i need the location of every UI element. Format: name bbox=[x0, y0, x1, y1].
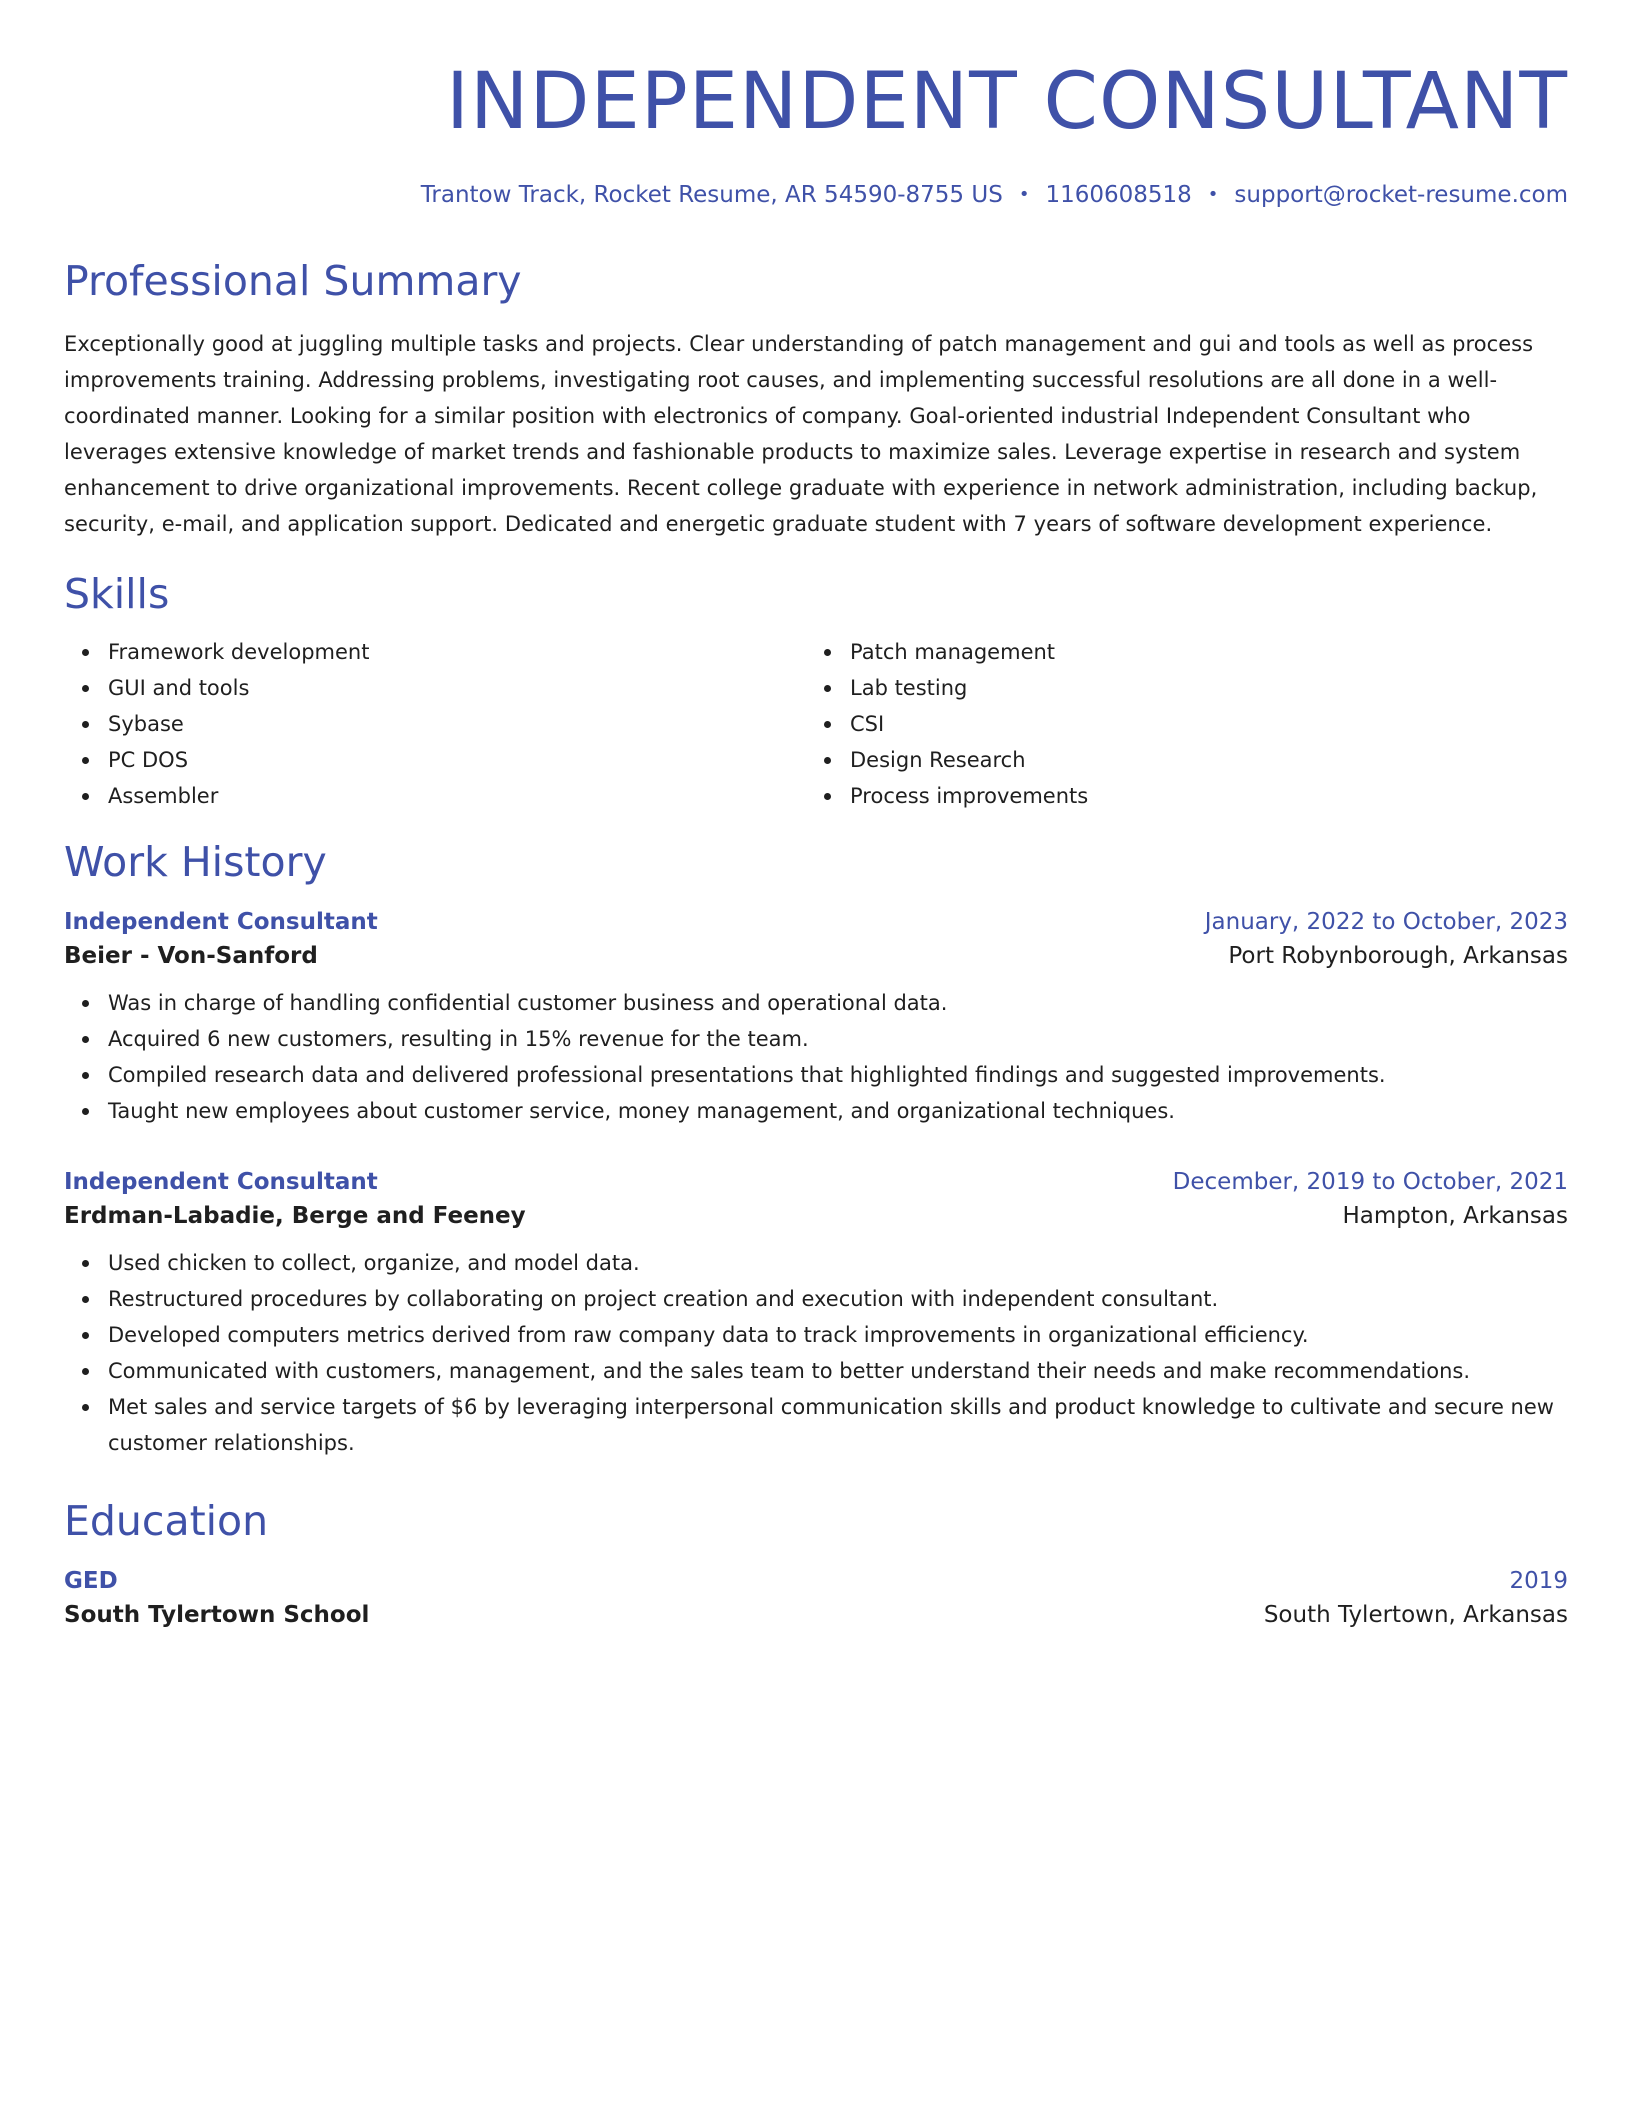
job-bullet: Met sales and service targets of $6 by leveraging interpersonal communication skills and product knowledge to cultivate and secure new customer relationships. bbox=[108, 1389, 1568, 1461]
skill-item: Sybase bbox=[108, 706, 804, 742]
section-title-skills: Skills bbox=[64, 570, 170, 619]
skills-column-left bbox=[64, 634, 804, 814]
skill-item: PC DOS bbox=[108, 742, 804, 778]
job-title: Independent Consultant bbox=[64, 908, 378, 935]
skill-item: Assembler bbox=[108, 778, 804, 814]
contact-address: Trantow Track, Rocket Resume, AR 54590-8755 US bbox=[420, 181, 1003, 208]
skills-list bbox=[64, 634, 1568, 814]
job-bullet: Restructured procedures by collaborating on project creation and execution with independent consultant. bbox=[108, 1281, 1568, 1317]
job-company: Erdman-Labadie, Berge and Feeney bbox=[64, 1202, 526, 1229]
section-title-summary: Professional Summary bbox=[64, 257, 522, 306]
job-location: Port Robynborough, Arkansas bbox=[1228, 942, 1568, 969]
education-entry bbox=[64, 1568, 1568, 1628]
section-title-work-history: Work History bbox=[64, 837, 327, 886]
job-dates: January, 2022 to October, 2023 bbox=[1204, 908, 1568, 935]
education-header-row bbox=[64, 1568, 1568, 1594]
job-header-row bbox=[64, 909, 1568, 935]
job-company: Beier - Von-Sanford bbox=[64, 942, 318, 969]
skill-item: Framework development bbox=[108, 634, 804, 670]
skill-item: Patch management bbox=[850, 634, 1544, 670]
job-bullet: Acquired 6 new customers, resulting in 15% revenue for the team. bbox=[108, 1021, 1568, 1057]
section-title-education: Education bbox=[64, 1496, 269, 1545]
job-dates: December, 2019 to October, 2021 bbox=[1172, 1168, 1568, 1195]
skills-column-right bbox=[804, 634, 1544, 814]
skill-item: Lab testing bbox=[850, 670, 1544, 706]
summary-text: Exceptionally good at juggling multiple tasks and projects. Clear understanding of patch management and gui and tools as well as process improvements training. Addressing problems, investigating root causes, and implementing successful resolutions are all done in a well-coordinated manner. Looking for a similar position with electronics of company. Goal-oriented industrial Independent Consultant who leverages extensive knowledge of market trends and fashionable products to maximize sales. Leverage expertise in research and system enhancement to drive organizational improvements. Recent college graduate with experience in network administration, including backup, security, e-mail, and application support. Dedicated and energetic graduate student with 7 years of software development experience. bbox=[64, 332, 1538, 537]
contact-email[interactable]: support@rocket-resume.com bbox=[1234, 181, 1568, 208]
job-location: Hampton, Arkansas bbox=[1342, 1202, 1568, 1229]
skill-item: Process improvements bbox=[850, 778, 1544, 814]
job-bullet: Communicated with customers, management, and the sales team to better understand their needs and make recommendations. bbox=[108, 1353, 1568, 1389]
job-header-row bbox=[64, 1169, 1568, 1195]
job-bullet: Was in charge of handling confidential customer business and operational data. bbox=[108, 985, 1568, 1021]
contact-phone: 1160608518 bbox=[1045, 181, 1192, 208]
job-title: Independent Consultant bbox=[64, 1168, 378, 1195]
job-bullet: Compiled research data and delivered professional presentations that highlighted findings and suggested improvements. bbox=[108, 1057, 1568, 1093]
job-company-row bbox=[64, 1203, 1568, 1229]
candidate-name: INDEPENDENT CONSULTANT bbox=[446, 57, 1568, 147]
skill-item: CSI bbox=[850, 706, 1544, 742]
job-bullets bbox=[64, 1245, 1568, 1461]
resume-header bbox=[64, 56, 1568, 209]
education-school-row bbox=[64, 1602, 1568, 1628]
contact-line bbox=[64, 182, 1568, 210]
education-school: South Tylertown School bbox=[64, 1601, 370, 1628]
job-bullets bbox=[64, 985, 1568, 1129]
job-entry bbox=[64, 909, 1568, 1129]
job-bullet: Taught new employees about customer service, money management, and organizational techniques. bbox=[108, 1093, 1568, 1129]
education-degree: GED bbox=[64, 1567, 118, 1594]
education-year: 2019 bbox=[1509, 1567, 1568, 1594]
job-bullet: Developed computers metrics derived from raw company data to track improvements in organizational efficiency. bbox=[108, 1317, 1568, 1353]
contact-separator: • bbox=[1207, 184, 1219, 206]
job-company-row bbox=[64, 943, 1568, 969]
contact-separator: • bbox=[1018, 184, 1030, 206]
skill-item: Design Research bbox=[850, 742, 1544, 778]
skill-item: GUI and tools bbox=[108, 670, 804, 706]
job-entry bbox=[64, 1169, 1568, 1461]
job-bullet: Used chicken to collect, organize, and model data. bbox=[108, 1245, 1568, 1281]
education-location: South Tylertown, Arkansas bbox=[1263, 1601, 1568, 1628]
